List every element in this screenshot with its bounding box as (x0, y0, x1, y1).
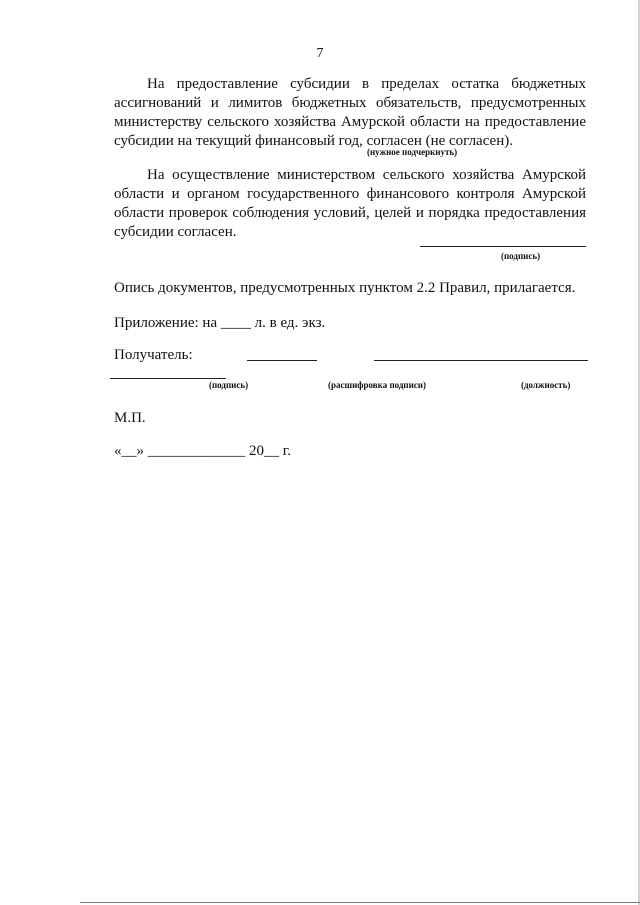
date-month-blank[interactable]: _____________ (147, 443, 246, 459)
paragraph-line: субсидии на текущий финансовый год, согласен (не согласен). (114, 133, 513, 149)
date-year-prefix: 20 (249, 443, 264, 459)
appendix-label: Приложение: на (114, 315, 218, 331)
date-quote-close: » (136, 443, 144, 459)
paragraph-line: субсидии согласен. (114, 224, 237, 240)
appendix-pages-blank[interactable]: ____ (220, 315, 251, 331)
paragraph-line: области и органом государственного финансового контроля Амурской (114, 186, 586, 202)
paragraph-line: министерству сельского хозяйства Амурской области на предоставление (114, 114, 586, 130)
date-day-blank[interactable]: __ (121, 443, 137, 459)
paragraph-line: На предоставление субсидии в пределах остатка бюджетных (147, 76, 586, 92)
inspection-consent-paragraph (114, 166, 586, 242)
date-year-suffix: г. (282, 443, 291, 459)
signature-caption: (подпись) (501, 251, 541, 261)
paragraph-line: На осуществление министерством сельского хозяйства Амурской (147, 167, 586, 183)
date-year-blank[interactable]: __ (264, 443, 279, 459)
recipient-signature-caption: (подпись) (209, 380, 249, 390)
date-line (114, 443, 291, 460)
paragraph-line: ассигнований и лимитов бюджетных обязательств, предусмотренных (114, 95, 586, 111)
recipient-position-caption: (должность) (521, 380, 571, 390)
signature-line[interactable] (420, 246, 586, 247)
recipient-decryption-caption: (расшифровка подписи) (328, 380, 426, 390)
page-number: 7 (316, 46, 324, 61)
subsidy-consent-paragraph (114, 75, 586, 151)
appendix-line (114, 315, 325, 332)
recipient-label: Получатель: (114, 347, 193, 363)
paragraph-line: области проверок соблюдения условий, целей и порядка предоставления (114, 205, 586, 221)
appendix-suffix: л. в ед. экз. (254, 315, 326, 331)
date-quote-open: « (114, 443, 122, 459)
recipient-line-1[interactable] (247, 360, 317, 361)
inventory-text: Опись документов, предусмотренных пунктом 2.2 Правил, прилагается. (114, 280, 576, 296)
scan-edge-bottom (80, 902, 640, 903)
stamp-place: М.П. (114, 410, 146, 426)
recipient-signature-line[interactable] (110, 378, 226, 379)
recipient-line-2[interactable] (374, 360, 588, 361)
underline-note: (нужное подчеркнуть) (367, 147, 458, 157)
